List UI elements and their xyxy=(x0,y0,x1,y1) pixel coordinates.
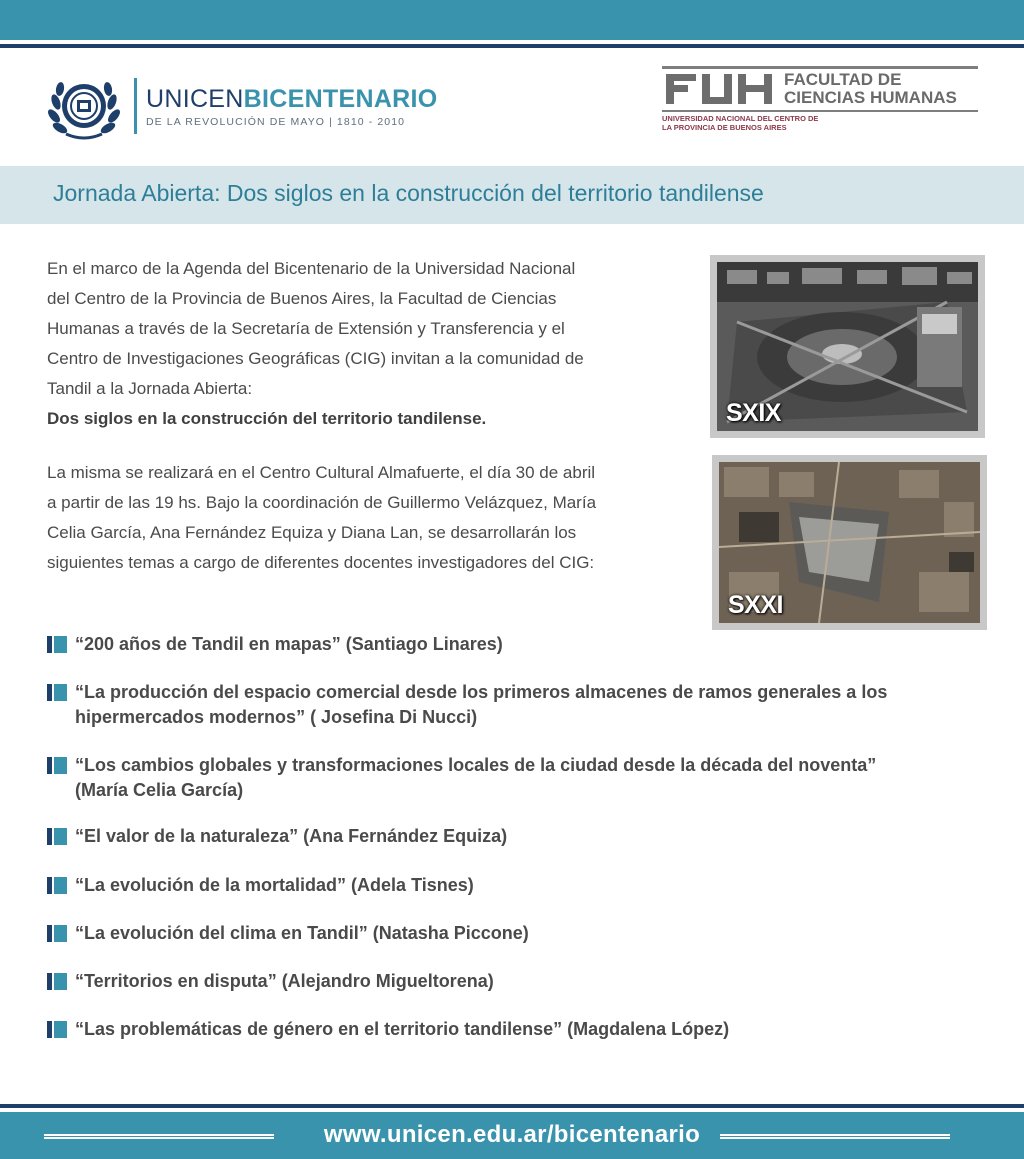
topic-text xyxy=(75,680,980,730)
details-paragraph xyxy=(47,458,697,578)
topic-text xyxy=(75,969,980,994)
photo-label-sxix: SXIX xyxy=(726,399,781,427)
bullet-icon xyxy=(47,1021,67,1038)
topic-text xyxy=(75,824,980,849)
list-item xyxy=(47,969,980,994)
topic-line: hipermercados modernos” ( Josefina Di Nucci) xyxy=(75,707,478,727)
satellite-photo xyxy=(712,455,987,630)
intro-line: Centro de Investigaciones Geográficas (CIG) invitan a la comunidad de xyxy=(47,349,584,368)
topic-line: (María Celia García) xyxy=(75,780,244,800)
topic-text xyxy=(75,753,980,803)
details-line: a partir de las 19 hs. Bajo la coordinación de Guillermo Velázquez, María xyxy=(47,493,597,512)
topic-text xyxy=(75,632,980,657)
topic-text xyxy=(75,921,980,946)
details-line: Celia García, Ana Fernández Equiza y Diana Lan, se desarrollarán los xyxy=(47,523,577,542)
intro-paragraph xyxy=(47,254,697,434)
page-title: Jornada Abierta: Dos siglos en la construcción del territorio tandilense xyxy=(53,180,764,206)
photo-label-sxxi: SXXI xyxy=(728,591,783,619)
intro-line: del Centro de la Provincia de Buenos Aires, la Facultad de Ciencias xyxy=(47,289,557,308)
bullet-icon xyxy=(47,925,67,942)
faculty-title-line2: CIENCIAS HUMANAS xyxy=(784,88,957,107)
aerial-photo-old xyxy=(710,255,985,438)
faculty-university-name xyxy=(662,114,818,132)
faculty-title xyxy=(784,71,957,107)
brand-name-part2: BICENTENARIO xyxy=(243,85,438,113)
intro-line: En el marco de la Agenda del Bicentenario de la Universidad Nacional xyxy=(47,259,576,278)
title-band xyxy=(0,166,1024,224)
topic-line: “200 años de Tandil en mapas” (Santiago Linares) xyxy=(75,634,503,654)
list-item xyxy=(47,632,980,657)
list-item xyxy=(47,680,980,730)
topic-line: “La producción del espacio comercial desde los primeros almacenes de ramos generales a los xyxy=(75,682,888,702)
fch-monogram-icon xyxy=(666,74,774,104)
topic-text xyxy=(75,1017,980,1042)
university-seal-icon xyxy=(46,72,122,140)
topic-line: “La evolución de la mortalidad” (Adela Tisnes) xyxy=(75,875,474,895)
logo-separator xyxy=(134,78,137,134)
bullet-icon xyxy=(47,828,67,845)
bullet-icon xyxy=(47,757,67,774)
list-item xyxy=(47,1017,980,1042)
unicen-bicentenario-logo xyxy=(46,72,438,140)
topic-line: “La evolución del clima en Tandil” (Natasha Piccone) xyxy=(75,923,529,943)
bullet-icon xyxy=(47,973,67,990)
details-line: siguientes temas a cargo de diferentes docentes investigadores del CIG: xyxy=(47,553,595,572)
brand-name xyxy=(146,84,438,114)
faculty-logo-mid-rule xyxy=(662,110,978,112)
faculty-logo xyxy=(662,66,978,140)
bottom-divider-line xyxy=(0,1104,1024,1108)
faculty-small-line1: UNIVERSIDAD NACIONAL DEL CENTRO DE xyxy=(662,114,819,123)
list-item xyxy=(47,824,980,849)
faculty-small-line2: LA PROVINCIA DE BUENOS AIRES xyxy=(662,123,787,132)
bullet-icon xyxy=(47,684,67,701)
intro-line: Tandil a la Jornada Abierta: xyxy=(47,379,253,398)
topic-line: “Territorios en disputa” (Alejandro Migueltorena) xyxy=(75,971,494,991)
intro-line: Humanas a través de la Secretaría de Extensión y Transferencia y el xyxy=(47,319,565,338)
footer-url-link[interactable]: www.unicen.edu.ar/bicentenario xyxy=(323,1121,701,1148)
brand-name-part1: UNICEN xyxy=(146,85,244,113)
topic-line: “El valor de la naturaleza” (Ana Fernández Equiza) xyxy=(75,826,508,846)
list-item xyxy=(47,921,980,946)
topic-text xyxy=(75,873,980,898)
faculty-logo-top-rule xyxy=(662,66,978,69)
top-divider-line xyxy=(0,44,1024,48)
bullet-icon xyxy=(47,877,67,894)
details-line: La misma se realizará en el Centro Cultural Almafuerte, el día 30 de abril xyxy=(47,463,596,482)
top-banner-bar xyxy=(0,0,1024,40)
list-item xyxy=(47,753,980,803)
topic-line: “Las problemáticas de género en el territorio tandilense” (Magdalena López) xyxy=(75,1019,730,1039)
brand-subtitle: DE LA REVOLUCIÓN DE MAYO | 1810 - 2010 xyxy=(146,116,406,128)
event-name-bold: Dos siglos en la construcción del territorio tandilense. xyxy=(47,409,487,428)
bullet-icon xyxy=(47,636,67,653)
topic-line: “Los cambios globales y transformaciones locales de la ciudad desde la década del noventa” xyxy=(75,755,877,775)
faculty-title-line1: FACULTAD DE xyxy=(784,70,902,89)
list-item xyxy=(47,873,980,898)
